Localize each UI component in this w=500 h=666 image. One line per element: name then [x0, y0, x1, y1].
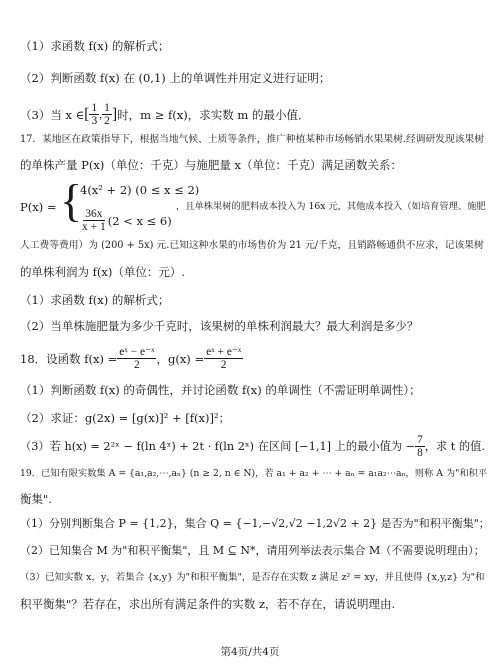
q19-part1: （1）分别判断集合 P = {1,2}，集合 Q = {−1,−√2,√2 −1,2√2 + 2} 是否为"和积平衡集"；: [20, 517, 490, 530]
q18-part1: （1）判断函数 f(x) 的奇偶性，并讨论函数 f(x) 的单调性（不需证明单调性）；: [20, 383, 421, 397]
interval-low-fraction: [89, 102, 99, 127]
frac-num: 1: [104, 102, 110, 114]
frac-den: 3: [91, 115, 98, 127]
bracket-open: [: [84, 105, 90, 123]
frac-den: 2: [104, 115, 110, 127]
piecewise-case2: [80, 208, 172, 233]
q18-f-label: 18．设函数 f(x) =: [20, 351, 118, 366]
frac-num: 7: [417, 434, 423, 446]
q19-line2: 衡集".: [20, 492, 52, 506]
g-fraction: [204, 346, 243, 371]
frac-num: eˣ − e⁻ˣ: [119, 346, 155, 358]
q17-line1: 17．某地区在政策指导下，根据当地气候、土质等条件，推广种植某种市场畅销水果果树.经调研发现该果树: [20, 134, 485, 145]
q17-part1: （1）求函数 f(x) 的解析式；: [20, 293, 170, 307]
q16-part3: （3）当 x ∈ [ $\frac{1}{3}$ , $\frac{1}{2}$ ] 时，m ≥ f(x)，求实数 m 的最小值．: [20, 102, 310, 127]
interval-high-fraction: [102, 102, 112, 127]
page-footer: 第4页/共4页: [220, 646, 280, 658]
q18-part3-suffix: ，求 t 的值.: [424, 439, 485, 453]
q17-line4: 的单株利润为 f(x)（单位：元）.: [20, 265, 186, 279]
q17-part2: （2）当单株施肥量为多少千克时，该果树的单株利润最大？最大利润是多少？: [20, 319, 419, 333]
q18-stem: [20, 346, 243, 371]
q19-part2: （2）已知集合 M 为"和积平衡集"，且 M ⊆ N*，请用列举法表示集合 M（不需要说明理由）；: [20, 544, 485, 557]
q17-line2: 的单株产量 P(x)（单位：千克）与施肥量 x（单位：千克）满足函数关系：: [20, 158, 402, 172]
frac-den: 8: [417, 447, 423, 459]
frac-num: eˣ + e⁻ˣ: [206, 346, 242, 358]
bracket-close: ]: [111, 105, 118, 123]
frac-num: 1: [91, 102, 98, 114]
q18-part3-prefix: （3）若 h(x) = 2²ˣ − f(ln 4ˣ) + 2t · f(ln 2ˣ) 在区间 [−1,1] 上的最小值为 −: [20, 439, 416, 453]
frac-den: x + 1: [82, 221, 106, 233]
piecewise-label: P(x) =: [20, 200, 57, 214]
case2-condition: (2 < x ≤ 6): [107, 213, 172, 228]
piecewise-brace: {: [60, 175, 83, 226]
q16-part3-prefix: （3）当 x ∈: [20, 107, 85, 122]
q18-part3: [20, 434, 485, 459]
q16-part1: （1）求函数 f(x) 的解析式；: [20, 39, 170, 53]
q16-part3-suffix: 时，m ≥ f(x)，求实数 m 的最小值．: [117, 107, 310, 122]
case2-fraction: [80, 208, 108, 233]
q18-part2: （2）求证：g(2x) = [g(x)]² + [f(x)]²；: [20, 411, 231, 425]
f-fraction: [117, 346, 156, 371]
q17-line3: 人工费等费用）为 (200 + 5x) 元.已知这种水果的市场售价为 21 元/千克，且销路畅通供不应求，记该果树: [20, 240, 484, 251]
q18-g-label: ，g(x) =: [156, 351, 205, 366]
piecewise-case1: 4(x² + 2) (0 ≤ x ≤ 2): [80, 183, 200, 197]
frac-num: 36x: [85, 208, 103, 220]
frac-den: 2: [220, 359, 227, 371]
q16-part2: （2）判断函数 f(x) 在 (0,1) 上的单调性并用定义进行证明；: [20, 71, 331, 85]
q19-line1: 19．已知有限实数集 A = {a₁,a₂,⋯,aₙ} (n ≥ 2, n ∈ N)，若 a₁ + a₂ + ⋯ + aₙ = a₁a₂⋯aₙ，则称 A 为"和积平: [20, 468, 488, 479]
q17-after-piecewise: ，且单株果树的肥料成本投入为 16x 元，其他成本投入（如培育管理、施肥: [176, 201, 486, 212]
q19-part3-line2: 积平衡集"？若存在，求出所有满足条件的实数 z，若不存在，请说明理由.: [20, 597, 396, 611]
t-fraction: [415, 434, 425, 459]
q19-part3-line1: （3）已知实数 x，y，若集合 {x,y} 为"和积平衡集"，是否存在实数 z 满足 z² = xy，并且使得 {x,y,z} 为"和: [20, 572, 485, 583]
frac-den: 2: [134, 359, 140, 371]
